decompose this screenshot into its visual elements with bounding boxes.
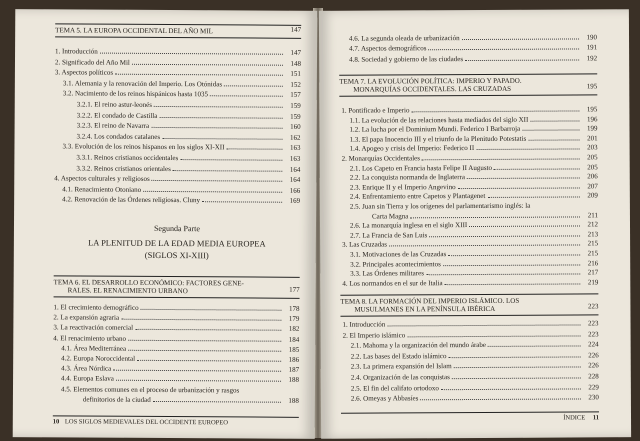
toc-entry-label: 2.4. Enfrentamiento entre Capetos y Plantagenet bbox=[349, 192, 486, 202]
toc-entry bbox=[350, 182, 598, 191]
toc-entry bbox=[351, 372, 599, 381]
toc-entry-label: 2.1. Mahoma y la organización del mundo árabe bbox=[350, 341, 487, 350]
toc-entry-label: 1. Introducción bbox=[55, 47, 98, 56]
toc-entry-page: 184 bbox=[288, 335, 300, 344]
toc-entry-label: 4.4. Europa Eslava bbox=[61, 374, 114, 384]
toc-leader-dots bbox=[448, 254, 580, 256]
toc-leader-dots bbox=[135, 329, 281, 331]
toc-leader-dots bbox=[458, 187, 580, 189]
toc-entry bbox=[349, 125, 597, 134]
toc-entry bbox=[62, 196, 300, 205]
toc-entry bbox=[341, 105, 597, 114]
toc-entry-page: 164 bbox=[289, 165, 301, 174]
toc-leader-dots bbox=[173, 170, 283, 172]
toc-entry-label: 2.2. La conquista normanda de Inglaterra bbox=[349, 173, 466, 182]
toc-entry-page: 163 bbox=[289, 144, 301, 153]
toc-entry bbox=[350, 192, 598, 201]
toc-leader-dots bbox=[389, 245, 580, 247]
left-footer bbox=[53, 415, 299, 427]
toc-entry-label: 3. Aspectos políticos bbox=[54, 68, 114, 77]
toc-leader-dots bbox=[449, 356, 581, 358]
toc-leader-dots bbox=[441, 388, 581, 390]
toc-leader-dots bbox=[224, 85, 283, 86]
toc-leader-dots bbox=[454, 367, 581, 369]
toc-leader-dots bbox=[154, 106, 283, 108]
toc-entry bbox=[61, 344, 299, 353]
toc-entry-page: 186 bbox=[288, 355, 300, 364]
part-label: Segunda Parte bbox=[153, 223, 200, 234]
toc-entry-page: 203 bbox=[587, 143, 598, 152]
toc-entry-label: 2. El Imperio islámico bbox=[342, 330, 406, 340]
toc-entry-page: 182 bbox=[288, 325, 300, 334]
toc-entry-page: 185 bbox=[288, 345, 300, 354]
toc-entry bbox=[343, 319, 599, 328]
toc-entry-page: 157 bbox=[290, 91, 301, 100]
toc-entry-page: 217 bbox=[587, 268, 599, 277]
toc-entry bbox=[77, 111, 301, 120]
toc-entry-label: 3.3. Evolución de los reinos hispanos en los siglos XI-XII bbox=[62, 142, 225, 152]
toc-entry-page: 187 bbox=[288, 365, 300, 375]
toc-leader-dots bbox=[159, 117, 282, 119]
toc-entry bbox=[62, 143, 300, 152]
toc-entry bbox=[54, 175, 300, 185]
toc-leader-dots bbox=[445, 283, 581, 285]
toc-entry bbox=[55, 58, 301, 68]
toc-entry-label: 4.1. Área Mediterránea bbox=[61, 344, 127, 353]
toc-entry-label: 3.2.3. El reino de Navarra bbox=[76, 121, 150, 131]
toc-leader-dots bbox=[530, 120, 579, 121]
toc-leader-dots bbox=[420, 399, 581, 401]
toc-entry-label: 4.2. Renovación de las Órdenes religiosas. Cluny bbox=[62, 195, 201, 205]
toc-entry-page: 226 bbox=[588, 351, 599, 360]
toc-entry bbox=[343, 330, 599, 339]
toc-entry-label: 4. El renacimiento urbano bbox=[53, 333, 127, 343]
toc-entry-label: 3.2. Nacimiento de los reinos hispánicos hasta 1035 bbox=[62, 89, 209, 99]
toc-entry-page: 212 bbox=[587, 220, 599, 229]
toc-leader-dots bbox=[487, 197, 580, 198]
toc-entry-page: 216 bbox=[587, 258, 599, 268]
toc-entry-page: 192 bbox=[586, 54, 598, 63]
toc-entry-label: 3.1. Alemania y la renovación del Imperio. Los Otónidas bbox=[62, 79, 223, 89]
toc-leader-dots bbox=[100, 53, 283, 55]
chapter-7-title-line2: MONARQUÍAS OCCIDENTALES. LAS CRUZADAS bbox=[353, 84, 512, 94]
right-footer bbox=[341, 411, 599, 422]
toc-entry bbox=[55, 69, 301, 79]
toc-entry-page: 163 bbox=[289, 154, 301, 163]
toc-entry bbox=[62, 185, 300, 194]
toc-leader-dots bbox=[452, 377, 581, 379]
toc-entry bbox=[342, 240, 598, 249]
toc-entry bbox=[53, 334, 299, 344]
toc-entry-label: 4.2. Europa Noroccidental bbox=[61, 354, 136, 363]
toc-entry-label: 2.3. Enrique II y el Imperio Angevino bbox=[349, 182, 456, 192]
toc-entry-page: 147 bbox=[290, 48, 302, 57]
toc-leader-dots bbox=[202, 202, 282, 203]
toc-leader-dots bbox=[226, 149, 282, 150]
toc-entry bbox=[63, 90, 301, 99]
toc-entry-page: 228 bbox=[588, 372, 599, 381]
toc-entry-label: 3. La reactivación comercial bbox=[53, 323, 134, 333]
toc-leader-dots bbox=[152, 180, 283, 182]
toc-entry-page: 159 bbox=[290, 112, 301, 121]
toc-leader-dots bbox=[469, 226, 580, 228]
toc-entry bbox=[350, 134, 598, 143]
chapter-5-page: 147 bbox=[290, 25, 302, 34]
toc-entry-page: 213 bbox=[587, 230, 599, 239]
toc-entry bbox=[350, 230, 598, 239]
toc-entry-page: 199 bbox=[586, 124, 598, 133]
toc-entry-label: 4. Aspectos culturales y religiosos bbox=[54, 174, 150, 184]
toc-entry bbox=[61, 354, 299, 363]
toc-entry-page: 178 bbox=[288, 304, 300, 313]
toc-entry bbox=[61, 375, 299, 384]
toc-leader-dots bbox=[528, 139, 579, 140]
toc-leader-dots bbox=[137, 360, 281, 362]
toc-leader-dots bbox=[180, 159, 282, 161]
toc-entry bbox=[350, 173, 598, 182]
chapter-5-heading bbox=[55, 23, 301, 39]
toc-entry bbox=[349, 33, 597, 42]
toc-entry-label: 2.1. Los Capeto en Francia hasta Felipe II Augusto bbox=[349, 163, 493, 173]
toc-leader-dots bbox=[465, 59, 579, 61]
toc-entry-label: 3.2.1. El reino astur-leonés bbox=[76, 100, 153, 109]
toc-leader-dots bbox=[410, 216, 580, 218]
chapter-8-title-line1: TEMA 8. LA FORMACIÓN DEL IMPERIO ISLÁMICO. LOS bbox=[340, 296, 520, 306]
toc-leader-dots bbox=[426, 274, 580, 276]
toc-entry-page: 188 bbox=[288, 396, 299, 405]
toc-entry bbox=[61, 365, 299, 374]
toc-entry-page: 148 bbox=[290, 59, 302, 68]
toc-leader-dots bbox=[210, 96, 283, 97]
toc-entry bbox=[77, 132, 301, 141]
toc-entry-label: 1. Introducción bbox=[342, 320, 386, 329]
toc-leader-dots bbox=[153, 401, 281, 403]
chapter-7-title-line1: TEMA 7. LA EVOLUCIÓN POLÍTICA: IMPERIO Y PAPADO. bbox=[339, 76, 522, 86]
toc-entry-page: 223 bbox=[588, 319, 599, 328]
toc-entry-page: 164 bbox=[289, 175, 301, 185]
toc-leader-dots bbox=[467, 178, 580, 180]
toc-entry-label: 1.3. El papa Inocencio III y el triunfo de la Plenitudo Potestatis bbox=[349, 134, 527, 144]
chapter-6-page: 177 bbox=[289, 285, 300, 294]
toc-entry-label: 1. El crecimiento demográfico bbox=[53, 303, 139, 312]
toc-leader-dots bbox=[121, 319, 281, 321]
toc-entry bbox=[351, 351, 599, 360]
toc-entry-label: 4.7. Aspectos demográficos bbox=[349, 44, 427, 54]
toc-entry-page: 169 bbox=[289, 197, 301, 206]
toc-leader-dots bbox=[132, 63, 283, 65]
toc-entry bbox=[350, 144, 598, 153]
toc-entry bbox=[76, 164, 300, 173]
toc-entry-page: 188 bbox=[288, 376, 300, 385]
toc-leader-dots bbox=[141, 309, 282, 311]
part-subtitle: (SIGLOS XI-XIII) bbox=[144, 249, 209, 261]
toc-entry bbox=[351, 362, 599, 371]
toc-entry-page: 159 bbox=[290, 101, 301, 110]
toc-entry-page: 219 bbox=[587, 278, 599, 287]
chapter-7-page: 195 bbox=[586, 82, 598, 91]
toc-entry-page: 162 bbox=[290, 133, 301, 142]
toc-leader-dots bbox=[488, 346, 581, 347]
toc-entry-label: 4.8. Sociedad y gobierno de las ciudades bbox=[349, 54, 464, 64]
toc-entry-page: 205 bbox=[587, 162, 598, 172]
toc-entry-page: 196 bbox=[586, 114, 598, 124]
toc-entry-page: 151 bbox=[290, 69, 301, 79]
toc-leader-dots bbox=[407, 335, 580, 337]
toc-entry bbox=[350, 221, 598, 230]
toc-entry-label: 2. La expansión agraria bbox=[53, 313, 120, 322]
right-page bbox=[319, 9, 631, 439]
toc-leader-dots bbox=[151, 127, 283, 129]
toc-entry bbox=[372, 211, 598, 220]
toc-entry-page: 226 bbox=[588, 361, 599, 370]
toc-entry-label: 2. Monarquías Occidentales bbox=[341, 154, 421, 163]
toc-entry-label: 2.3. La primera expansión del Islam bbox=[350, 362, 452, 372]
left-page bbox=[13, 9, 318, 439]
toc-entry-label: definitorios de la ciudad bbox=[82, 395, 151, 404]
toc-entry-page: 207 bbox=[587, 182, 598, 191]
left-page-number: 10 bbox=[52, 418, 60, 426]
toc-entry-page: 205 bbox=[587, 153, 598, 162]
toc-leader-dots bbox=[162, 138, 282, 140]
toc-entry-page: 215 bbox=[587, 249, 599, 258]
toc-leader-dots bbox=[411, 110, 579, 112]
toc-entry bbox=[351, 394, 599, 403]
toc-entry-label: 2.5. Juan sin Tierra y los orígenes del parlamentarismo inglés: la bbox=[349, 201, 531, 211]
toc-leader-dots bbox=[443, 264, 580, 266]
toc-leader-dots bbox=[128, 350, 281, 352]
toc-entry-label: 1.1. La evolución de las relaciones hasta mediados del siglo XII bbox=[349, 115, 529, 125]
toc-entry bbox=[350, 249, 598, 258]
chapter-8-title-line2: MUSULMANES EN LA PENÍNSULA IBÉRICA bbox=[354, 304, 496, 314]
toc-leader-dots bbox=[476, 149, 579, 151]
toc-entry-label: 3.3.1. Reinos cristianos occidentales bbox=[76, 153, 179, 163]
toc-entry bbox=[349, 115, 597, 124]
toc-entry-label: 1.4. Apogeo y crisis del Imperio: Federico II bbox=[349, 144, 475, 154]
toc-entry bbox=[350, 201, 598, 210]
toc-entry bbox=[61, 385, 299, 394]
right-running-title: ÍNDICE bbox=[563, 414, 586, 422]
toc-entry bbox=[349, 44, 597, 53]
toc-entry-label: 3.3.2. Reinos cristianos orientales bbox=[76, 164, 171, 173]
toc-entry bbox=[55, 47, 301, 57]
toc-entry-label: 2. Significado del Año Mil bbox=[54, 57, 130, 67]
left-running-title: LOS SIGLOS MEDIEVALES DEL OCCIDENTE EUROPEO bbox=[64, 418, 228, 427]
chapter-8-heading bbox=[340, 293, 598, 316]
toc-entry-page: 223 bbox=[588, 329, 599, 339]
toc-entry bbox=[350, 163, 598, 172]
toc-entry bbox=[53, 303, 299, 313]
chapter-6-title-line2: RALES. EL RENACIMIENTO URBANO bbox=[67, 286, 188, 296]
toc-entry bbox=[350, 269, 598, 278]
toc-entry-label: 2.5. El fin del califato ortodoxo bbox=[350, 383, 439, 393]
toc-entry-page: 195 bbox=[586, 105, 598, 114]
toc-entry bbox=[351, 341, 599, 350]
toc-entry-page: 206 bbox=[587, 172, 598, 181]
toc-entry-page: 190 bbox=[586, 33, 598, 42]
chapter-6-title-line1: TEMA 6. EL DESARROLLO ECONÓMICO: FACTORES GENE- bbox=[53, 278, 244, 288]
right-toc-top bbox=[319, 9, 629, 64]
chapter-7-heading bbox=[339, 73, 597, 96]
toc-entry-page: 201 bbox=[587, 134, 598, 143]
toc-entry bbox=[349, 54, 597, 63]
toc-entry bbox=[53, 324, 299, 334]
toc-entry-label: 2.6. La monarquía inglesa en el siglo XIII bbox=[349, 221, 468, 230]
toc-entry-page: 166 bbox=[289, 186, 301, 195]
toc-entry-page: 179 bbox=[288, 314, 300, 324]
toc-entry bbox=[83, 395, 299, 404]
toc-entry-label: 4.6. La segunda oleada de urbanización bbox=[349, 34, 460, 43]
toc-entry-page: 215 bbox=[587, 239, 599, 248]
toc-entry-label: 3.2.2. El condado de Castilla bbox=[76, 111, 158, 120]
toc-entry-label: 3. Las Cruzadas bbox=[342, 240, 388, 250]
toc-leader-dots bbox=[387, 324, 580, 326]
right-page-number: 11 bbox=[592, 414, 600, 422]
toc-entry-label: 4.1. Renacimiento Otoniano bbox=[62, 185, 142, 194]
chapter-8-page: 223 bbox=[587, 302, 599, 311]
toc-entry-label: 1. Pontificado e Imperio bbox=[341, 106, 410, 115]
toc-entry-page: 191 bbox=[586, 43, 598, 52]
chapter-6-heading bbox=[54, 275, 300, 299]
toc-entry-label: 4. Los normandos en el sur de Italia bbox=[342, 278, 443, 288]
toc-leader-dots bbox=[522, 130, 579, 131]
toc-entry-label: 2.6. Omeyas y Abbasíes bbox=[350, 394, 419, 403]
toc-entry bbox=[342, 153, 598, 162]
toc-entry-label: 2.7. La Francia de San Luis bbox=[350, 231, 428, 240]
toc-entry-page: 160 bbox=[290, 122, 301, 132]
toc-entry-label: 2.2. Las bases del Estado islámico bbox=[350, 351, 447, 361]
toc-leader-dots bbox=[428, 49, 579, 51]
toc-entry-page: 224 bbox=[588, 340, 599, 349]
toc-leader-dots bbox=[429, 235, 580, 237]
toc-leader-dots bbox=[462, 38, 579, 40]
toc-leader-dots bbox=[494, 168, 580, 169]
toc-entry-label: 3.3. Las Órdenes militares bbox=[350, 269, 424, 278]
toc-entry-label: Carta Magna bbox=[371, 211, 409, 221]
toc-entry bbox=[53, 314, 299, 324]
toc-entry-label: 4.3. Área Nórdica bbox=[61, 364, 112, 373]
toc-entry bbox=[76, 153, 300, 162]
toc-entry-page: 209 bbox=[587, 191, 598, 200]
toc-leader-dots bbox=[143, 191, 282, 193]
toc-entry bbox=[77, 122, 301, 131]
toc-entry-page: 152 bbox=[290, 80, 301, 89]
chapter-5-title: TEMA 5. LA EUROPA OCCIDENTAL DEL AÑO MIL bbox=[55, 26, 213, 36]
toc-entry-label: 3.2. Principales acontecimientos bbox=[350, 259, 441, 269]
toc-entry-label: 1.2. La lucha por el Dominium Mundi. Federico I Barbarroja bbox=[349, 124, 521, 134]
toc-leader-dots bbox=[422, 158, 580, 160]
toc-entry-page: 211 bbox=[587, 210, 598, 220]
toc-entry bbox=[342, 278, 598, 287]
toc-leader-dots bbox=[128, 339, 281, 341]
part-title: LA PLENITUD DE LA EDAD MEDIA EUROPEA bbox=[88, 237, 266, 249]
toc-entry bbox=[351, 383, 599, 392]
toc-entry-label: 4.5. Elementos comunes en el proceso de urbanización y rasgos bbox=[60, 384, 240, 395]
toc-leader-dots bbox=[116, 380, 281, 382]
toc-entry-label: 3.1. Motivaciones de las Cruzadas bbox=[350, 250, 447, 259]
toc-entry bbox=[77, 100, 301, 109]
toc-entry-label: 2.4. Organización de las conquistas bbox=[350, 373, 450, 382]
toc-entry-label: 3.2.4. Los condados catalanes bbox=[76, 132, 161, 141]
toc-leader-dots bbox=[115, 74, 283, 76]
toc-entry bbox=[63, 79, 301, 88]
toc-entry bbox=[350, 259, 598, 268]
toc-leader-dots bbox=[113, 370, 281, 372]
toc-entry-page: 229 bbox=[588, 382, 599, 392]
toc-entry-page: 230 bbox=[588, 393, 599, 402]
